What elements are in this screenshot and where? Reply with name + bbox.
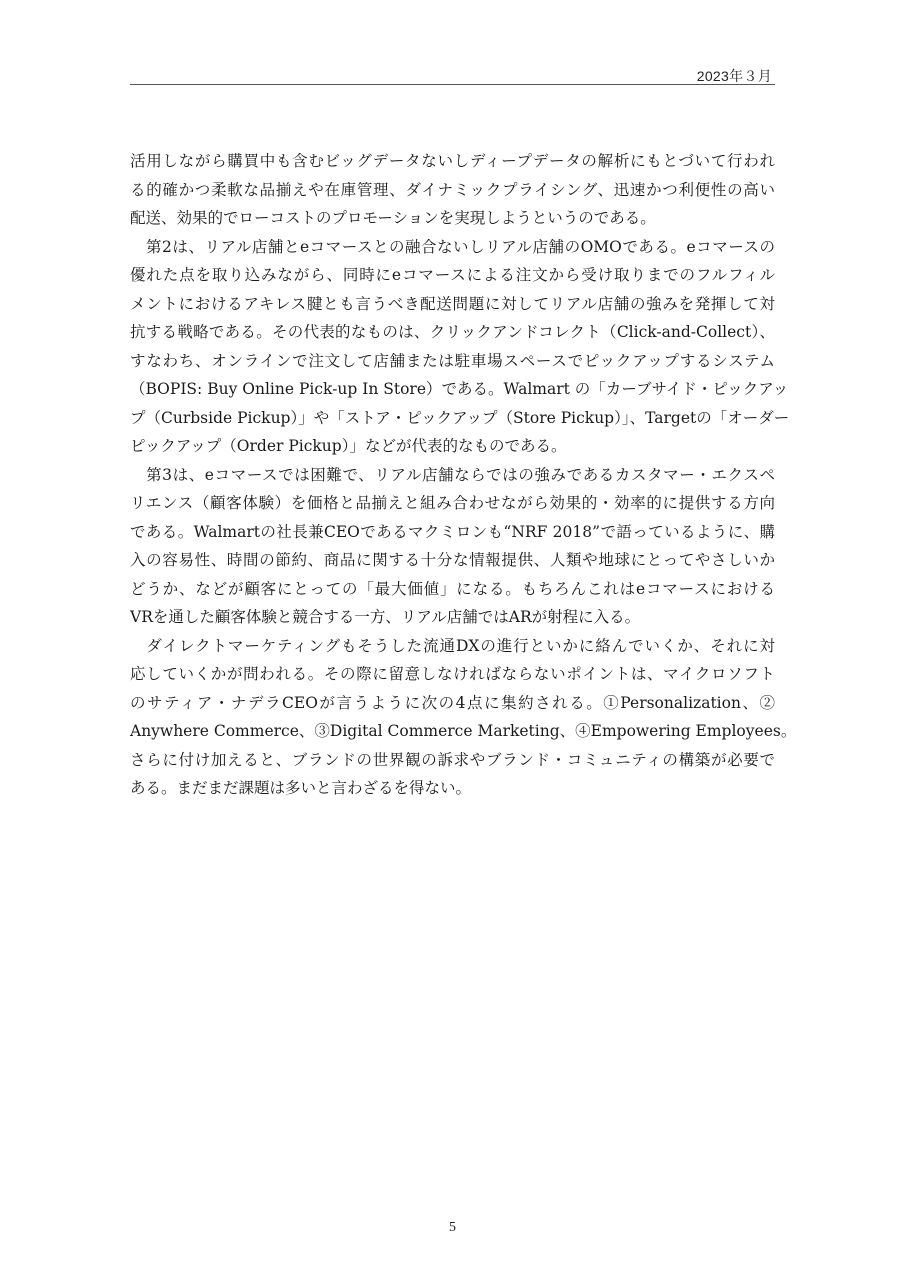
text-line: る的確かつ柔軟な品揃えや在庫管理、ダイナミックプライシング、迅速かつ利便性の高い — [130, 180, 775, 199]
paragraph-1 — [130, 147, 775, 233]
text-line: 第2は、リアル店舗とeコマースとの融合ないしリアル店舗のOMOである。eコマースの — [130, 237, 775, 256]
text-line: 抗する戦略である。その代表的なものは、クリックアンドコレクト（Click-and-Collect）、 — [130, 323, 775, 341]
text-line: さらに付け加えると、ブランドの世界観の訴求やブランド・コミュニティの構築が必要で — [130, 750, 775, 769]
text-line: Anywhere Commerce、③Digital Commerce Marketing、④Empowering Employees。 — [130, 722, 797, 740]
text-line: のサティア・ナデラCEOが言うように次の4点に集約される。①Personalization、② — [130, 693, 775, 712]
text-line: ダイレクトマーケティングもそうした流通DXの進行といかに絡んでいくか、それに対 — [130, 636, 775, 655]
text-line: メントにおけるアキレス腱とも言うべき配送問題に対してリアル店舗の強みを発揮して対 — [130, 294, 775, 313]
text-line: リエンス（顧客体験）を価格と品揃えと組み合わせながら効果的・効率的に提供する方向 — [130, 494, 775, 512]
text-line: ある。まだまだ課題は多いと言わざるを得ない。 — [130, 779, 472, 797]
text-line: （BOPIS: Buy Online Pick-up In Store）である。Walmart の「カーブサイド・ピックアッ — [130, 380, 789, 398]
text-line: VRを通した顧客体験と競合する一方、リアル店舗ではARが射程に入る。 — [130, 608, 641, 626]
text-line: 入の容易性、時間の節約、商品に関する十分な情報提供、人類や地球にとってやさしいか — [130, 551, 775, 569]
text-line: 配送、効果的でローコストのプロモーションを実現しようというのである。 — [130, 209, 656, 227]
paragraph-4 — [130, 632, 797, 803]
text-line: 活用しながら購買中も含むビッグデータないしディープデータの解析にもとづいて行われ — [130, 152, 775, 170]
text-line: 応していくかが問われる。その際に留意しなければならないポイントは、マイクロソフト — [130, 665, 775, 683]
paragraph-2 — [130, 233, 790, 461]
text-line: どうか、などが顧客にとっての「最大価値」になる。もちろんこれはeコマースにおける — [130, 579, 775, 598]
header-date: 2023年３月 — [696, 68, 772, 84]
page-number: 5 — [449, 1220, 456, 1235]
paragraph-3 — [130, 461, 775, 632]
text-line: ピックアップ（Order Pickup）」などが代表的なものである。 — [130, 437, 567, 455]
text-line: すなわち、オンラインで注文して店舗または駐車場スペースでピックアップするシステム — [130, 351, 775, 370]
text-line: プ（Curbside Pickup）」や「ストア・ピックアップ（Store Pickup）」、Targetの「オーダー — [130, 408, 790, 427]
text-line: 第3は、eコマースでは困難で、リアル店舗ならではの強みであるカスタマー・エクスペ — [130, 465, 775, 484]
text-line: 優れた点を取り込みながら、同時にeコマースによる注文から受け取りまでのフルフィル — [130, 266, 775, 284]
header-rule — [130, 84, 775, 85]
text-line: である。Walmartの社長兼CEOであるマクミロンも“NRF 2018”で語っているように、購 — [130, 522, 775, 541]
body-text — [130, 147, 797, 803]
